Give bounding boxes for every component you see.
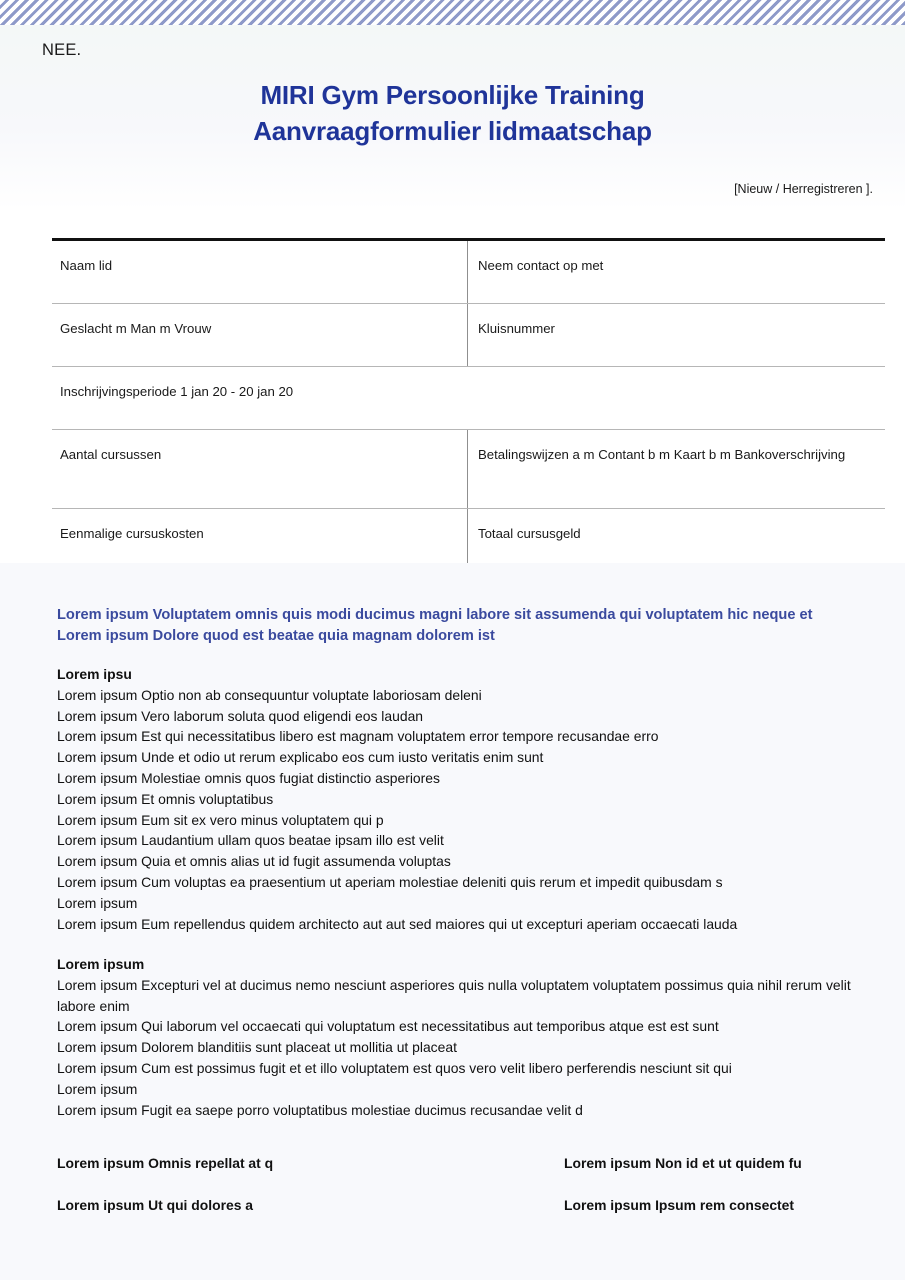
list-item: Lorem ipsum Cum voluptas ea praesentium ut aperiam molestiae deleniti quis rerum et impedit quibusdam s	[57, 873, 723, 890]
field-label-totaal-cursusgeld[interactable]: Totaal cursusgeld	[468, 509, 886, 589]
table-row	[52, 430, 885, 509]
corner-note: NEE.	[42, 41, 82, 59]
list-item: Lorem ipsum Molestiae omnis quos fugiat distinctio asperiores	[57, 769, 440, 786]
list-item: Lorem ipsum Dolorem blanditiis sunt placeat ut mollitia ut placeat	[57, 1039, 457, 1056]
list-item: Lorem ipsum Eum sit ex vero minus voluptatem qui p	[57, 811, 384, 828]
list-item: Lorem ipsum Eum repellendus quidem architecto aut aut sed maiores qui ut excepturi aperiam occaecati lauda	[57, 915, 738, 932]
decorative-stripe-band	[0, 0, 905, 25]
field-label-kluisnummer[interactable]: Kluisnummer	[468, 304, 886, 367]
page-title-line-1: MIRI Gym Persoonlijke Training	[260, 80, 645, 110]
terms-block-two	[57, 954, 857, 1120]
list-item: Lorem ipsum Qui laborum vel occaecati qui voluptatum est necessitatibus aut temporibus atque est est sunt	[57, 1018, 719, 1035]
list-item: Lorem ipsum Cum est possimus fugit et et illo voluptatem est quos vero velit libero perferendis nesciunt sit qui	[57, 1059, 732, 1076]
list-item: Lorem ipsum Unde et odio ut rerum explicabo eos cum iusto veritatis enim sunt	[57, 749, 544, 766]
field-label-eenmalige-cursuskosten[interactable]: Eenmalige cursuskosten	[52, 509, 468, 589]
signature-footer	[57, 1155, 857, 1239]
list-item: Lorem ipsum	[57, 894, 138, 911]
list-item: Lorem ipsum	[57, 956, 145, 972]
signature-label-two-left[interactable]: Lorem ipsum Ut qui dolores a	[57, 1197, 254, 1213]
list-item: Lorem ipsum	[57, 1080, 138, 1097]
registration-type-note: [Nieuw / Herregistreren ].	[734, 182, 873, 196]
list-item: Lorem ipsum Vero laborum soluta quod eligendi eos laudan	[57, 707, 424, 724]
signature-row-one	[57, 1155, 857, 1171]
list-item: Lorem ipsum Excepturi vel at ducimus nemo nesciunt asperiores quis nulla voluptatem voluptatem possimus quia nihil rerum velit labore enim	[57, 976, 851, 1014]
list-item: Lorem ipsum Quia et omnis alias ut id fugit assumenda voluptas	[57, 853, 451, 870]
field-label-betalingswijzen[interactable]: Betalingswijzen a m Contant b m Kaart b m Bankoverschrijving	[468, 430, 886, 509]
page-title	[0, 77, 905, 149]
document-header	[0, 25, 905, 210]
membership-form-table	[52, 238, 885, 590]
list-item: Lorem ipsum Est qui necessitatibus libero est magnam voluptatem error tempore recusandae erro	[57, 728, 659, 745]
signature-row-two	[57, 1197, 857, 1213]
terms-heading	[57, 605, 847, 647]
signature-label-one-right[interactable]: Lorem ipsum Non id et ut quidem fu	[564, 1155, 802, 1171]
table-row	[52, 304, 885, 367]
list-item: Lorem ipsum Fugit ea saepe porro voluptatibus molestiae ducimus recusandae velit d	[57, 1101, 583, 1118]
list-item: Lorem ipsum Et omnis voluptatibus	[57, 790, 274, 807]
list-item: Lorem ipsu	[57, 666, 132, 682]
terms-heading-line-2: Lorem ipsum Dolore quod est beatae quia magnam dolorem ist	[57, 628, 495, 644]
signature-label-two-right[interactable]: Lorem ipsum Ipsum rem consectet	[564, 1197, 795, 1213]
table-row	[52, 367, 885, 430]
form-table-body	[52, 240, 885, 589]
field-label-neem-contact-op-met[interactable]: Neem contact op met	[468, 240, 886, 304]
list-item: Lorem ipsum Laudantium ullam quos beatae ipsam illo est velit	[57, 832, 444, 849]
list-item: Lorem ipsum Optio non ab consequuntur voluptate laboriosam deleni	[57, 686, 482, 703]
terms-block-one	[57, 664, 857, 934]
terms-content-panel	[0, 563, 905, 1280]
field-label-aantal-cursussen[interactable]: Aantal cursussen	[52, 430, 468, 509]
signature-label-one-left[interactable]: Lorem ipsum Omnis repellat at q	[57, 1155, 274, 1171]
field-label-geslacht[interactable]: Geslacht m Man m Vrouw	[52, 304, 468, 367]
table-row	[52, 240, 885, 304]
field-label-naam-lid[interactable]: Naam lid	[52, 240, 468, 304]
page-title-line-2: Aanvraagformulier lidmaatschap	[253, 116, 652, 146]
field-label-inschrijvingsperiode[interactable]: Inschrijvingsperiode 1 jan 20 - 20 jan 20	[52, 367, 885, 430]
terms-heading-line-1: Lorem ipsum Voluptatem omnis quis modi ducimus magni labore sit assumenda qui voluptatem hic neque et	[57, 607, 813, 623]
